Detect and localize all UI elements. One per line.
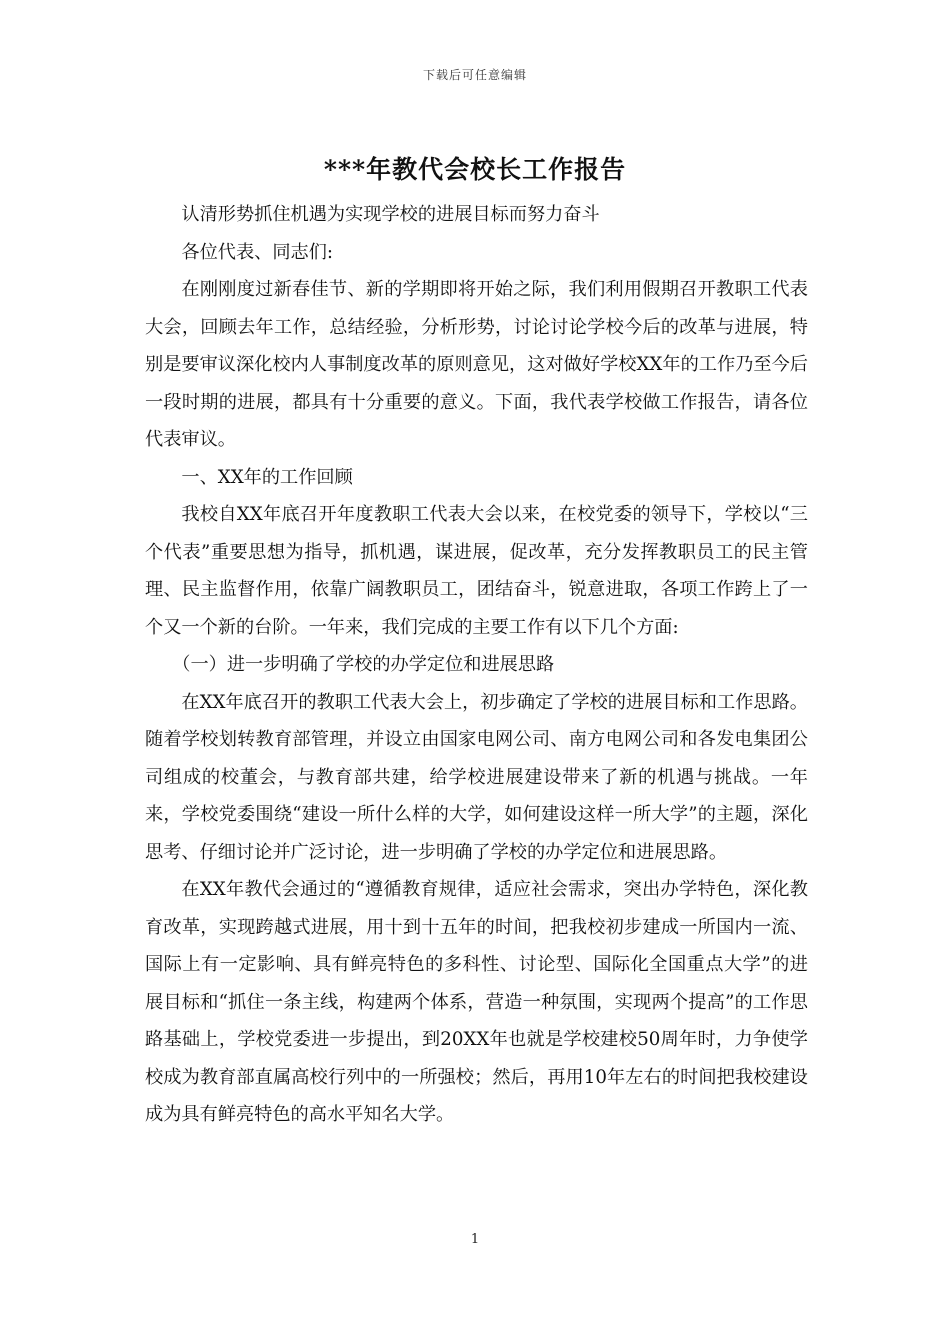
paragraph-salutation: 各位代表、同志们: bbox=[181, 241, 334, 263]
subsection-heading: （一）进一步明确了学校的办学定位和进展思路 bbox=[172, 654, 555, 675]
document-title: ***年教代会校长工作报告 bbox=[323, 155, 627, 184]
paragraph-subtitle: 认清形势抓住机遇为实现学校的进展目标而努力奋斗 bbox=[181, 204, 600, 225]
page-number: 1 bbox=[470, 1232, 480, 1247]
paragraph-intro: 在刚刚度过新春佳节、新的学期即将开始之际，我们利用假期召开教职工代表大会，回顾去年工作，总结经验，分析形势，讨论讨论学校今后的改革与进展，特别是要审议深化校内人事制度改革的原则意见，这对做好学校XX年的工作乃至今后一段时期的进展，都具有十分重要的意义。下面，我代表学校做工作报告，请各位代表审议。 bbox=[145, 279, 808, 450]
section-heading: 一、XX年的工作回顾 bbox=[181, 466, 353, 488]
paragraph-review: 我校自XX年底召开年度教职工代表大会以来，在校党委的领导下，学校以“三个代表”重要思想为指导，抓机遇，谋进展，促改革，充分发挥教职员工的民主管理、民主监督作用，依靠广阔教职员工，团结奋斗，锐意进取，各项工作跨上了一个又一个新的台阶。一年来，我们完成的主要工作有以下几个方面: bbox=[145, 504, 808, 638]
document-body bbox=[145, 196, 808, 1134]
header-note: 下载后可任意编辑 bbox=[422, 68, 527, 82]
paragraph-goals: 在XX年教代会通过的“遵循教育规律，适应社会需求，突出办学特色，深化教育改革，实现跨越式进展，用十到十五年的时间，把我校初步建成一所国内一流、国际上有一定影响、具有鲜亮特色的多科性、讨论型、国际化全国重点大学”的进展目标和“抓住一条主线，构建两个体系，营造一种氛围，实现两个提高”的工作思路基础上，学校党委进一步提出，到20XX年也就是学校建校50周年时，力争使学校成为教育部直属高校行列中的一所强校；然后，再用10年左右的时间把我校建设成为具有鲜亮特色的高水平知名大学。 bbox=[145, 879, 808, 1125]
paragraph-positioning: 在XX年底召开的教职工代表大会上，初步确定了学校的进展目标和工作思路。随着学校划转教育部管理，并设立由国家电网公司、南方电网公司和各发电集团公司组成的校董会，与教育部共建，给学校进展建设带来了新的机遇与挑战。一年来，学校党委围绕“建设一所什么样的大学，如何建设这样一所大学”的主题，深化思考、仔细讨论并广泛讨论，进一步明确了学校的办学定位和进展思路。 bbox=[145, 691, 808, 863]
